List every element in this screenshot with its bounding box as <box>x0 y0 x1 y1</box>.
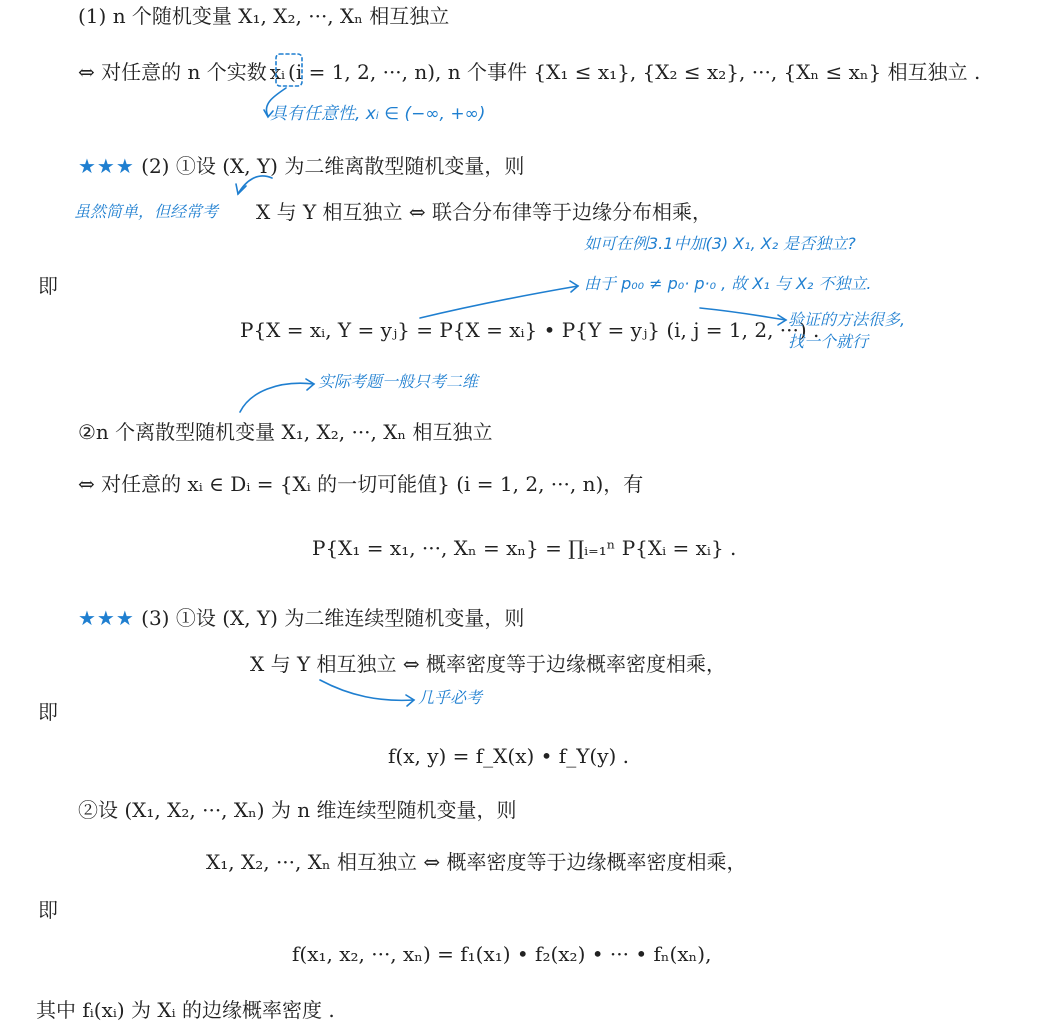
line-1: (1) n 个随机变量 X₁, X₂, ···, Xₙ 相互独立 <box>78 4 450 28</box>
note-simple: 虽然简单，但经常考 <box>74 202 219 221</box>
arrowhead-1 <box>264 110 273 117</box>
arrow-to-note7 <box>320 680 414 700</box>
ji-3: 即 <box>38 898 58 922</box>
ji-1: 即 <box>38 274 58 298</box>
line-10: X₁, X₂, ···, Xₙ 相互独立 ⇔ 概率密度等于边缘概率密度相乘， <box>206 850 747 874</box>
arrow-to-note4 <box>420 286 578 318</box>
formula-2: P{X₁ = x₁, ···, Xₙ = xₙ} = ∏ᵢ₌₁ⁿ P{Xᵢ = xᵢ} . <box>312 536 737 560</box>
arrowhead-5 <box>306 379 314 390</box>
arrow-to-note6 <box>240 383 314 412</box>
line-2-rest: (i = 1, 2, ···, n), n 个事件 {X₁ ≤ x₁}, {X₂ ≤ x₂}, ···, {Xₙ ≤ xₙ} 相互独立 . <box>288 60 981 84</box>
note-arbitrary: 具有任意性, xᵢ ∈ (−∞, +∞) <box>270 104 486 124</box>
xi-boxed: xᵢ <box>269 60 286 84</box>
note-2d-only: 实际考题一般只考二维 <box>318 372 479 391</box>
line-9: ②设 (X₁, X₂, ···, Xₙ) 为 n 维连续型随机变量，则 <box>78 798 517 822</box>
line-3-text: (2) ①设 (X, Y) 为二维离散型随机变量，则 <box>141 154 525 178</box>
line-5: ②n 个离散型随机变量 X₁, X₂, ···, Xₙ 相互独立 <box>78 420 493 444</box>
ji-2: 即 <box>38 700 58 724</box>
note-methods: 验证的方法很多, <box>788 310 906 329</box>
arrow-simple <box>238 176 272 194</box>
line-2-lead: ⇔ 对任意的 n 个实数 <box>78 60 267 84</box>
line-11: 其中 fᵢ(xᵢ) 为 Xᵢ 的边缘概率密度 . <box>36 998 335 1022</box>
formula-4: f(x₁, x₂, ···, xₙ) = f₁(x₁) • f₂(x₂) • ··· • fₙ(xₙ), <box>292 942 712 966</box>
note-must-test: 几乎必考 <box>418 688 483 707</box>
stars-icon: ★★★ <box>78 154 135 178</box>
line-4: X 与 Y 相互独立 ⇔ 联合分布律等于边缘分布相乘， <box>256 200 712 224</box>
note-find-one: 找一个就行 <box>788 332 869 351</box>
line-7-text: (3) ①设 (X, Y) 为二维连续型随机变量，则 <box>141 606 525 630</box>
arrow-to-note5 <box>700 308 786 320</box>
xi-dashed-box <box>276 54 302 86</box>
formula-3: f(x, y) = f_X(x) • f_Y(y) . <box>388 744 630 768</box>
line-6: ⇔ 对任意的 xᵢ ∈ Dᵢ = {Xᵢ 的一切可能值} (i = 1, 2, ···, n)，有 <box>78 472 644 496</box>
stars-icon: ★★★ <box>78 606 135 630</box>
arrow-to-note1 <box>266 88 286 116</box>
note-not-independent: 由于 p₀₀ ≠ p₀· p·₀ , 故 X₁ 与 X₂ 不独立. <box>584 274 872 293</box>
line-8: X 与 Y 相互独立 ⇔ 概率密度等于边缘概率密度相乘， <box>250 652 726 676</box>
formula-1: P{X = xᵢ, Y = yⱼ} = P{X = xᵢ} • P{Y = yⱼ} (i, j = 1, 2, ···) . <box>240 318 820 342</box>
note-example: 如可在例3.1中加(3) X₁, X₂ 是否独立? <box>584 234 856 253</box>
